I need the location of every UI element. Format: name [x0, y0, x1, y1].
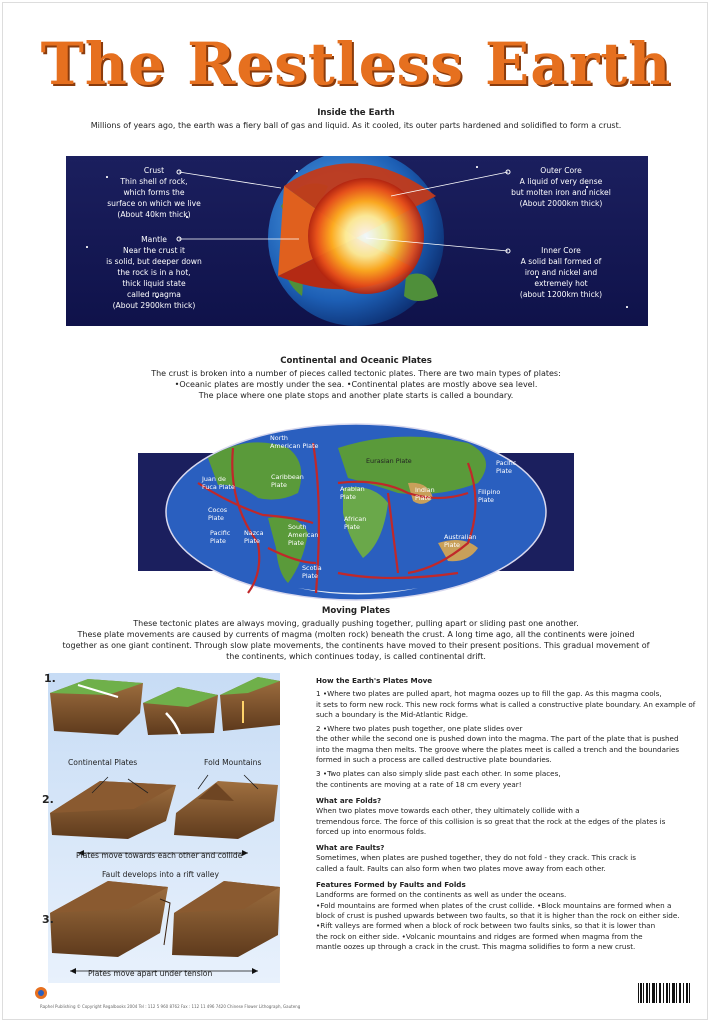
footer-text: Raphel Publishing © Copyright Regalbooks 2004 Tel : 112 5 960 8762 Fax : 112 11 496 7420 Chinese Flower Lithograph, Gauteng	[40, 1004, 301, 1009]
tension-caption: Plates move apart under tension	[88, 969, 213, 978]
plate-label-cocos: Cocos Plate	[208, 506, 228, 522]
mantle-label: Mantle Near the crust it is solid, but deeper down the rock is in a hot, thick liquid state called magma (About 2900km thick)	[106, 235, 202, 310]
earth-layers-panel	[66, 156, 648, 326]
folds-heading: What are Folds?	[316, 795, 382, 805]
moving-heading: Moving Plates	[321, 606, 391, 616]
earth-core	[308, 178, 424, 294]
how-plates-move-section: How the Earth's Plates Move 1 •Where two plates are pulled apart, hot magma oozes up to fill the gap. As this magma cools, it sets to form new rock. This new rock forms what is called a constructive plate boundary. An example of such a boundary is the Mid-Atlantic Ridge. 2 •Where two plates push together, one plate slides over the other while the second one is pushed down into the magma. The part of the plate that is pushed into the magma then melts. The groove where the plates meet is called a trench and the boundaries formed in such a process are called destructive plate boundaries. 3 •Two plates can also simply slide past each other. In some places, the continents are moving at a rate of 18 cm every year! What are Folds? When two plates move towards each other, they ultimately collide with a tremendous force. The force of this collision is so great that the rock at the edges of the plates is forced up into enormous folds. What are Faults? Sometimes, when plates are pushed together, they do not fold - they crack. This crack is called a fault. Faults can also form when two plates move away from each other. Features Formed by Faults and Folds Landforms are formed on the continents as well as under the oceans. •Fold mountains are formed when plates of the crust collide. •Block mountains are formed when a block of crust is pushed upwards between two faults, so that it is higher than the rock on either side. •Rift valleys are formed when a block of rock between two faults sinks, so that it is lower than the rock on either side. •Volcanic mountains and ridges are formed when magma from the mantle oozes up through a crack in the crust. This magma solidifies to form a new crust.	[316, 676, 696, 951]
plate-label-african: African Plate	[344, 515, 367, 531]
plates-line-3: The place where one plate stops and another plate starts is called a boundary.	[198, 391, 514, 400]
inside-text: Millions of years ago, the earth was a fiery ball of gas and liquid. As it cooled, its outer parts hardened and solidified to form a crust.	[90, 121, 622, 130]
plate-label-pacific-west: Pacific Plate	[210, 529, 231, 545]
moving-line-3: together as one giant continent. Through slow plate movements, the continents have moved to their present positions. This gradual movement of	[62, 641, 650, 650]
poster-title: The Restless Earth	[40, 30, 672, 98]
moving-line-4: the continents, which continues today, is called continental drift.	[226, 652, 486, 661]
features-heading: Features Formed by Faults and Folds	[316, 880, 466, 890]
moving-line-1: These tectonic plates are always moving, gradually pushing together, pulling apart or sliding past one another.	[133, 619, 579, 628]
faults-heading: What are Faults?	[316, 843, 385, 853]
moving-line-2: These plate movements are caused by currents of magma (molten rock) beneath the crust. A long time ago, all the continents were joined	[77, 630, 635, 639]
continental-plates-label: Continental Plates	[68, 758, 138, 767]
plate-label-north-american: North American Plate	[270, 434, 319, 450]
tectonic-plates-map	[138, 423, 574, 601]
plate-label-filipino: Filipino Plate	[478, 488, 501, 504]
figure-number-3: 3.	[42, 913, 54, 926]
plate-label-indian: Indian Plate	[415, 486, 435, 502]
plate-label-juan-de-fuca: Juan de Fuca Plate	[202, 475, 235, 491]
inner-core-label: Inner Core A solid ball formed of iron and nickel and extremely hot (about 1200km thick)	[519, 246, 603, 299]
plate-label-arabian: Arabian Plate	[340, 485, 365, 501]
outer-core-label: Outer Core A liquid of very dense but molten iron and nickel (About 2000km thick)	[511, 166, 611, 208]
how-heading: How the Earth's Plates Move	[316, 676, 433, 685]
plates-heading: Continental and Oceanic Plates	[280, 356, 432, 366]
plate-label-south-american: South American Plate	[288, 523, 319, 547]
publisher-logo	[34, 986, 48, 1000]
fold-mountains-label: Fold Mountains	[204, 758, 262, 767]
plate-label-caribbean: Caribbean Plate	[271, 473, 304, 489]
inside-heading: Inside the Earth	[317, 108, 395, 118]
rift-valley-caption: Fault develops into a rift valley	[102, 870, 219, 879]
plates-line-1: The crust is broken into a number of pieces called tectonic plates. There are two main types of plates:	[151, 369, 561, 378]
plate-label-australian: Australian Plate	[444, 533, 477, 549]
crust-label: Crust Thin shell of rock, which forms the surface on which we live (About 40km thick)	[107, 166, 201, 219]
figure-number-1: 1.	[44, 672, 56, 685]
plate-label-pacific-east: Pacific Plate	[496, 459, 517, 475]
plate-label-scotia: Scotia Plate	[302, 564, 322, 580]
plate-label-nazca: Nazca Plate	[244, 529, 264, 545]
plates-line-2: •Oceanic plates are mostly under the sea. •Continental plates are mostly above sea level.	[174, 380, 538, 389]
collide-caption: Plates move towards each other and collide	[76, 851, 243, 860]
figure-number-2: 2.	[42, 793, 54, 806]
plate-label-eurasian: Eurasian Plate	[366, 457, 412, 465]
plate-movement-figures	[48, 673, 280, 983]
barcode	[636, 975, 692, 1013]
